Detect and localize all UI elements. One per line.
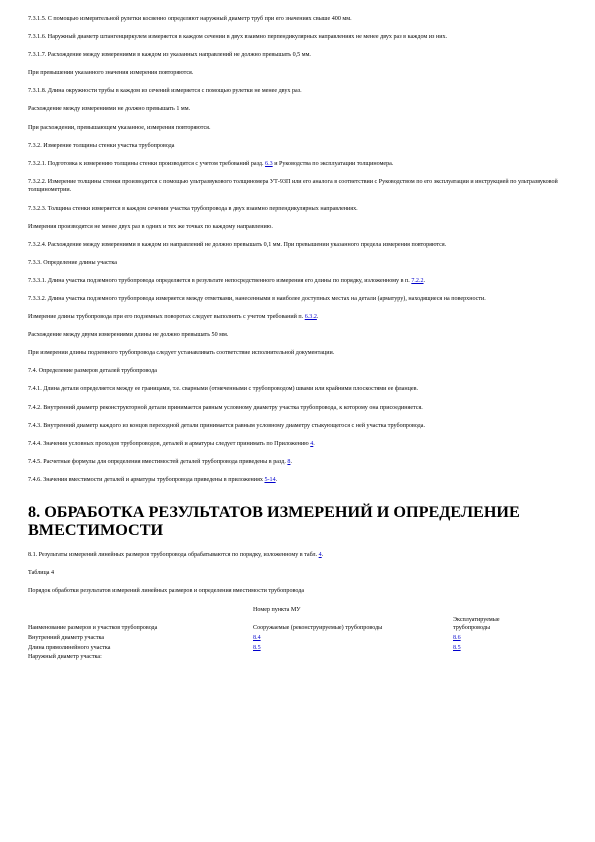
- ref-link[interactable]: 8.5: [253, 644, 261, 651]
- table-cell-name: Длина прямолинейного участка: [28, 644, 111, 651]
- paragraph-8-1: 8.1. Результаты измерений линейных размеров трубопровода обрабатываются по порядку, изложенному в табл. 4.: [28, 551, 324, 558]
- table-cell-ref: [253, 645, 453, 655]
- paragraph: 7.3.1.5. С помощью измерительной рулетки косвенно определяют наружный диаметр труб при его значениях свыше 400 мм.: [28, 16, 352, 22]
- table-cell-ref: [253, 654, 453, 664]
- table-cell-ref: [453, 654, 533, 664]
- table-cell-ref: [453, 645, 533, 655]
- ref-link[interactable]: 6.3.2: [304, 314, 317, 321]
- paragraph: 7.4.6. Значения вместимости деталей и арматуры трубопровода приведены в приложениях 5-14.: [28, 476, 278, 483]
- paragraph: При расхождении, превышающем указанное, измерения повторяются.: [28, 124, 211, 131]
- ref-link[interactable]: 8.6: [453, 635, 461, 642]
- paragraph: 7.4.2. Внутренний диаметр реконструкторной детали принимается равным условному диаметру участка трубопровода, к которому она присоединяется.: [28, 404, 423, 411]
- table-label: Таблица 4: [28, 569, 55, 576]
- paragraph: 7.3.1.8. Длина окружности трубы в каждом из сечений измеряется с помощью рулетки не менее двух раз.: [28, 88, 302, 95]
- table-body: [28, 635, 533, 664]
- ref-link[interactable]: 8.4: [253, 635, 261, 642]
- paragraph-list: [28, 15, 563, 485]
- paragraph: Расхождение между двумя измерениями длины не должно превышать 50 мм.: [28, 332, 229, 339]
- paragraph: 7.3.1.6. Наружный диаметр штангенциркулем измеряется в каждом сечении в двух взаимно перпендикулярных направлениях не менее двух раз в каждом из них.: [28, 34, 448, 41]
- paragraph: 7.3.2.2. Измерение толщины стенки производится с помощью ультразвукового толщиномера УТ-93П или его аналога в соответствии с Руководством по его эксплуатации и инструкцией по ультразвуковой толщинометрии.: [28, 178, 558, 194]
- paragraph: 7.4.3. Внутренний диаметр каждого из концов переходной детали принимается равным условному диаметру стыкующегося с ней участка трубопровода.: [28, 422, 426, 429]
- paragraph: 7.4.1. Длина детали определяется между ее границами, т.е. сварными (отмеченными с трубопроводом) швами или крайними плоскостями ее фланцев.: [28, 386, 419, 393]
- table-cell-name: Внутренний диаметр участка: [28, 635, 105, 642]
- paragraph: 7.3.3.1. Длина участка подземного трубопровода определяется в результате непосредственного измерения его длины по порядку, изложенному в п. 7.2.2.: [28, 277, 426, 284]
- paragraph: 7.4. Определение размеров деталей трубопровода: [28, 368, 157, 375]
- paragraph: При измерении длины подземного трубопровода следует устанавливать соответствие исполнительной документации.: [28, 350, 335, 357]
- paragraph: 7.3.2. Измерение толщины стенки участка трубопровода: [28, 142, 175, 149]
- paragraph: 7.3.2.1. Подготовка к измерению толщины стенки производится с учетом требований разд. 6.3 и Руководства по эксплуатации толщиномера.: [28, 160, 394, 167]
- table-cell-ref: [253, 635, 453, 645]
- table-cell-name: Наружный диаметр участка:: [28, 654, 102, 661]
- paragraph: 7.3.3.2. Длина участка подземного трубопровода измеряется между отметками, нанесенными в наиболее доступных местах на детали (арматуру), находящиеся на поверхности.: [28, 296, 486, 302]
- paragraph: Измерение длины трубопровода при его подземных поворотах следует выполнять с учетом требований п. 6.3.2.: [28, 314, 319, 321]
- paragraph: 7.3.2.4. Расхождение между измерениями в каждом из направлений не должно превышать 0,1 мм. При превышении указанного предела измерения повторяются.: [28, 241, 447, 248]
- paragraph: 7.3.2.3. Толщина стенки измеряется в каждом сечении участка трубопровода в двух взаимно перпендикулярных направлениях.: [28, 205, 358, 212]
- ref-link[interactable]: 8.5: [453, 644, 461, 651]
- paragraph: 7.3.1.7. Расхождение между измерениями в каждом из указанных направлений не должно превышать 0,5 мм.: [28, 52, 311, 59]
- table-col2-header: Сооружаемые (реконструируемые) трубопроводы: [253, 624, 383, 631]
- ref-link[interactable]: 4: [310, 440, 314, 447]
- document-page: [28, 15, 563, 664]
- table-row: [28, 635, 533, 645]
- ref-link[interactable]: 4: [318, 551, 322, 558]
- section-heading: 8. ОБРАБОТКА РЕЗУЛЬТАТОВ ИЗМЕРЕНИЙ И ОПРЕДЕЛЕНИЕ ВМЕСТИМОСТИ: [28, 502, 520, 539]
- ref-link[interactable]: 8: [287, 458, 291, 465]
- paragraph: 7.4.4. Значения условных проходов трубопроводов, деталей и арматуры следует принимать по Приложению 4.: [28, 440, 315, 447]
- paragraph: При превышении указанного значения измерения повторяются.: [28, 70, 194, 77]
- table-col1-header: Наименование размеров и участков трубопровода: [28, 624, 158, 631]
- ref-link[interactable]: 5-14: [264, 476, 276, 483]
- table-title: Порядок обработки результатов измерений линейных размеров и определения вместимости трубопровода: [28, 587, 305, 594]
- paragraph: 7.3.3. Определение длины участка: [28, 259, 117, 266]
- table-col3-header: Эксплуатируемые трубопроводы: [453, 617, 500, 631]
- table-group-header: Номер пункта МУ: [253, 607, 301, 614]
- table-row: [28, 654, 533, 664]
- table-cell-ref: [453, 635, 533, 645]
- paragraph: Измерения производятся не менее двух раз в одних и тех же точках по каждому направлению.: [28, 223, 273, 230]
- paragraph: 7.4.5. Расчетные формулы для определения вместимостей деталей трубопровода приведены в разд. 8.: [28, 458, 292, 465]
- table-4: [28, 607, 533, 664]
- ref-link[interactable]: 6.3: [265, 160, 273, 167]
- ref-link[interactable]: 7.2.2: [411, 277, 424, 284]
- table-row: [28, 645, 533, 655]
- paragraph: Расхождение между измерениями не должно превышать 1 мм.: [28, 106, 191, 113]
